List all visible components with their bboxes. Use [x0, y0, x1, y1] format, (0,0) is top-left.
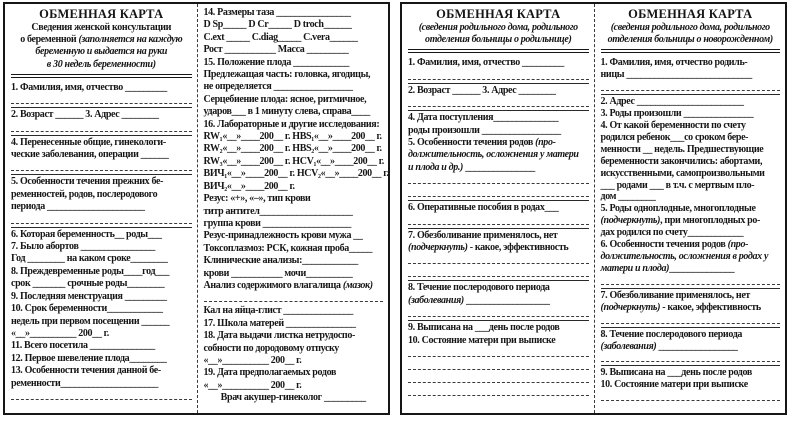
form-line: ременностей, родов, послеродового	[11, 188, 158, 200]
form-line: периода _____________________	[11, 201, 145, 213]
form-line: 2. Адрес _______________________	[600, 96, 744, 108]
fill-line	[601, 391, 781, 401]
form-line: (подчеркнуть), при многоплодных ро-	[600, 215, 760, 227]
form-line: дом ________	[600, 191, 656, 203]
form-line: 5. Роды одноплодные, многоплодные	[600, 203, 756, 215]
section-rule	[408, 110, 589, 111]
card-maternity-hospital	[400, 2, 787, 415]
form-line: собности по дородовому отпуску	[203, 342, 339, 354]
card-title: ОБМЕННАЯ КАРТА	[436, 7, 561, 21]
form-line: (подчеркнуть) - какое, эффективность	[408, 242, 569, 254]
form-line: 12. Первое шевеление плода________	[11, 352, 167, 364]
column-maternity-mother	[402, 4, 594, 413]
card-title: ОБМЕННАЯ КАРТА	[628, 7, 753, 21]
form-line: «__»__________ 200__ г.	[203, 354, 302, 366]
form-line: беременности закончились: абортами,	[600, 155, 763, 167]
fill-line	[408, 97, 589, 107]
fill-line	[11, 214, 192, 224]
form-line: Кал на яйца-глист _______________	[203, 305, 354, 317]
form-line: 6. Которая беременность__ роды___	[11, 228, 162, 240]
fill-line	[408, 360, 589, 370]
section-rule	[11, 135, 192, 136]
form-line: роды произошли _________________	[408, 124, 561, 136]
form-line: 7. Обезболивание применялось, нет	[600, 289, 750, 301]
form-line: 8. Течение послеродового периода	[408, 282, 550, 294]
card-subtitle: беременную и выдается на руки	[35, 46, 168, 58]
form-line: ударов___ в 1 минуту слева, справа____	[203, 106, 370, 118]
form-line: крови ___________ мочи__________	[203, 267, 353, 279]
card-subtitle: отделения больницы о родильнице)	[425, 34, 572, 46]
form-line: D Sp_____ D Cr_____ D troch______	[203, 19, 352, 31]
form-line: 13. Особенности течения данной бе-	[11, 365, 161, 377]
card-subtitle: (сведения родильного дома, родильного	[418, 22, 578, 33]
fill-line	[408, 307, 589, 317]
card-title: ОБМЕННАЯ КАРТА	[39, 7, 164, 21]
fill-line	[408, 254, 589, 264]
form-line: дах родился по счету____________	[600, 227, 744, 239]
section-rule	[408, 228, 589, 229]
form-line: искусственными, самопроизвольными	[600, 167, 765, 179]
fill-line	[601, 314, 781, 324]
section-rule	[11, 227, 192, 228]
form-line: 5. Особенности течения родов (про-	[408, 137, 556, 149]
form-line: недель при первом посещении ______	[11, 315, 170, 327]
form-line: Серцебиение плода: ясное, ритмичное,	[203, 93, 367, 105]
form-line: 16. Лабораторные и другие исследования:	[203, 118, 380, 130]
form-line: Врач акушер-гинеколог _________	[220, 392, 366, 404]
form-line: 15. Положение плода ____________	[203, 56, 349, 68]
form-line: Анализ содержимого влагалища (мазок)	[203, 279, 373, 291]
form-line: 3. Роды произошли _______________	[600, 108, 754, 120]
form-line: группа крови ___________________	[203, 217, 352, 229]
card-subtitle: Сведения женской консультации	[31, 22, 172, 33]
form-line: 9. Выписана на ___день после родов	[408, 322, 560, 334]
form-line: 17. Школа матерей _______________	[203, 317, 356, 329]
form-line: Токсоплазмоз: РСК, кожная проба_____	[203, 242, 373, 254]
form-line: ременности_____________________	[11, 377, 159, 389]
fill-line	[204, 292, 384, 302]
form-line: ВИЧ₂«__»____200__ г.	[203, 180, 295, 192]
form-line: 6. Оперативные пособия в родах___	[408, 202, 559, 214]
section-rule	[408, 200, 589, 201]
form-line: «__»__________ 200__ г.	[11, 327, 109, 339]
header-rule	[601, 49, 781, 53]
fill-line	[11, 161, 192, 171]
form-line: 4. Перенесенные общие, гинекологи-	[11, 136, 166, 148]
form-line: 4. От какой беременности по счету	[600, 120, 746, 132]
section-rule	[601, 288, 781, 289]
form-line: 4. Дата поступления______________	[408, 112, 559, 124]
form-line: должительность, осложнения у матери	[408, 149, 579, 161]
form-line: Год ________ на каком сроке________	[11, 253, 168, 265]
form-line: RW₁«__»____200__ г. HBS₁«__»____200__ г.	[203, 131, 382, 143]
header-rule	[11, 74, 192, 78]
fill-line	[601, 352, 781, 362]
form-line: ческие заболевания, операции ______	[11, 149, 169, 161]
form-line: 9. Выписана на ___день после родов	[600, 367, 752, 379]
form-line: Предлежащая часть: головка, ягодицы,	[203, 69, 371, 81]
section-rule	[408, 280, 589, 281]
form-line: и плода и др.) _______________	[408, 161, 535, 173]
form-line: 19. Дата предполагаемых родов	[203, 367, 337, 379]
section-rule	[601, 94, 781, 95]
form-line: ВИЧ₁«__»____200__ г. HCV₂«__»____200__ г.	[203, 168, 388, 180]
form-line: C.ext _____ C.diag_____ C.vera______	[203, 31, 358, 43]
card-subtitle: отделения больницы о новорожденном)	[607, 34, 773, 46]
fill-line	[601, 404, 781, 413]
form-line: 9. Последняя менструация _________	[11, 290, 167, 302]
fill-line	[601, 275, 781, 285]
form-line: 2. Возраст ______ 3. Адрес ________	[11, 109, 159, 121]
form-line: 18. Дата выдачи листка нетрудоспо-	[203, 330, 355, 342]
card-subtitle: о беременной (заполняется на каждую	[20, 34, 183, 46]
form-line: 8. Течение послеродового периода	[600, 328, 743, 340]
fill-line	[408, 267, 589, 277]
form-line: Клинические анализы:____________	[203, 255, 358, 267]
form-line: матери и плода)______________	[600, 262, 735, 274]
fill-line	[408, 386, 589, 396]
fill-line	[408, 373, 589, 383]
form-line: (заболевания) _________________	[600, 340, 738, 352]
fill-line	[408, 174, 589, 184]
form-line: срок _______ срочные роды________	[11, 278, 165, 290]
form-line: Рост ___________ Масса _________	[203, 44, 349, 56]
form-line: 10. Состояние матери при выписке	[408, 334, 556, 346]
section-rule	[601, 327, 781, 328]
form-line: 1. Фамилия, имя, отчество _________	[11, 81, 167, 93]
form-line: ницы ___________________________	[600, 69, 752, 81]
form-line: 10. Состояние матери при выписке	[600, 379, 748, 391]
section-rule	[408, 320, 589, 321]
card-subtitle: в 30 недель беременности)	[46, 58, 156, 70]
form-line: 7. Обезболивание применялось, нет	[408, 229, 558, 241]
column-consultation-page-1	[5, 4, 197, 413]
column-consultation-page-2	[197, 4, 389, 413]
form-line: менности __ недель. Предшествующие	[600, 143, 764, 155]
form-line: Резус: «+», «–», тип крови	[203, 193, 311, 205]
card-consultation	[3, 2, 390, 415]
form-line: не определяется _________________	[203, 81, 353, 93]
form-line: 10. Срок беременности____________	[11, 303, 163, 315]
form-line: должительность, осложнения в родах у	[600, 251, 769, 262]
form-line: 1. Фамилия, имя, отчество _________	[408, 57, 564, 69]
section-rule	[601, 365, 781, 366]
section-rule	[11, 174, 192, 175]
form-line: родился ребенок___со сроком бере-	[600, 131, 749, 143]
form-line: RW₂«__»____200__ г. HBS₂«__»____200__ г.	[203, 143, 382, 155]
form-line: 14. Размеры таза ________________	[203, 7, 351, 18]
fill-line	[601, 81, 781, 91]
card-subtitle: (сведения родильного дома, родильного	[610, 22, 770, 33]
form-line: (подчеркнуть) - какое, эффективность	[600, 301, 761, 313]
fill-line	[408, 215, 589, 225]
form-line: титр антител____________________	[203, 205, 353, 217]
form-line: 5. Особенности течения прежних бе-	[11, 176, 164, 188]
fill-line	[11, 390, 192, 400]
fill-line	[11, 122, 192, 132]
form-line: 11. Всего посетила ______________	[11, 340, 155, 352]
section-rule	[11, 107, 192, 108]
fill-line	[408, 70, 589, 80]
form-line: 8. Преждевременные роды____год___	[11, 265, 170, 277]
fill-line	[11, 94, 192, 104]
fill-line	[408, 187, 589, 197]
form-line: 7. Было абортов ________________	[11, 241, 156, 253]
form-line: Резус-принадлежность крови мужа __	[203, 230, 363, 242]
form-line: (заболевания) __________________	[408, 294, 550, 306]
form-line: ___ родами ___ в т.ч. с мертвым пло-	[600, 179, 755, 191]
form-line: RW₃«__»____200__ г. HCV₁«__»____200__ г.	[203, 155, 384, 167]
form-line: «__»__________ 200__ г.	[203, 379, 302, 391]
form-line: 6. Особенности течения родов (про-	[600, 239, 749, 251]
form-line: 1. Фамилия, имя, отчество родиль-	[600, 57, 748, 69]
column-maternity-newborn	[594, 4, 786, 413]
form-line: 2. Возраст ______ 3. Адрес ________	[408, 84, 556, 96]
fill-line	[408, 347, 589, 357]
header-rule	[408, 49, 589, 53]
section-rule	[408, 83, 589, 84]
